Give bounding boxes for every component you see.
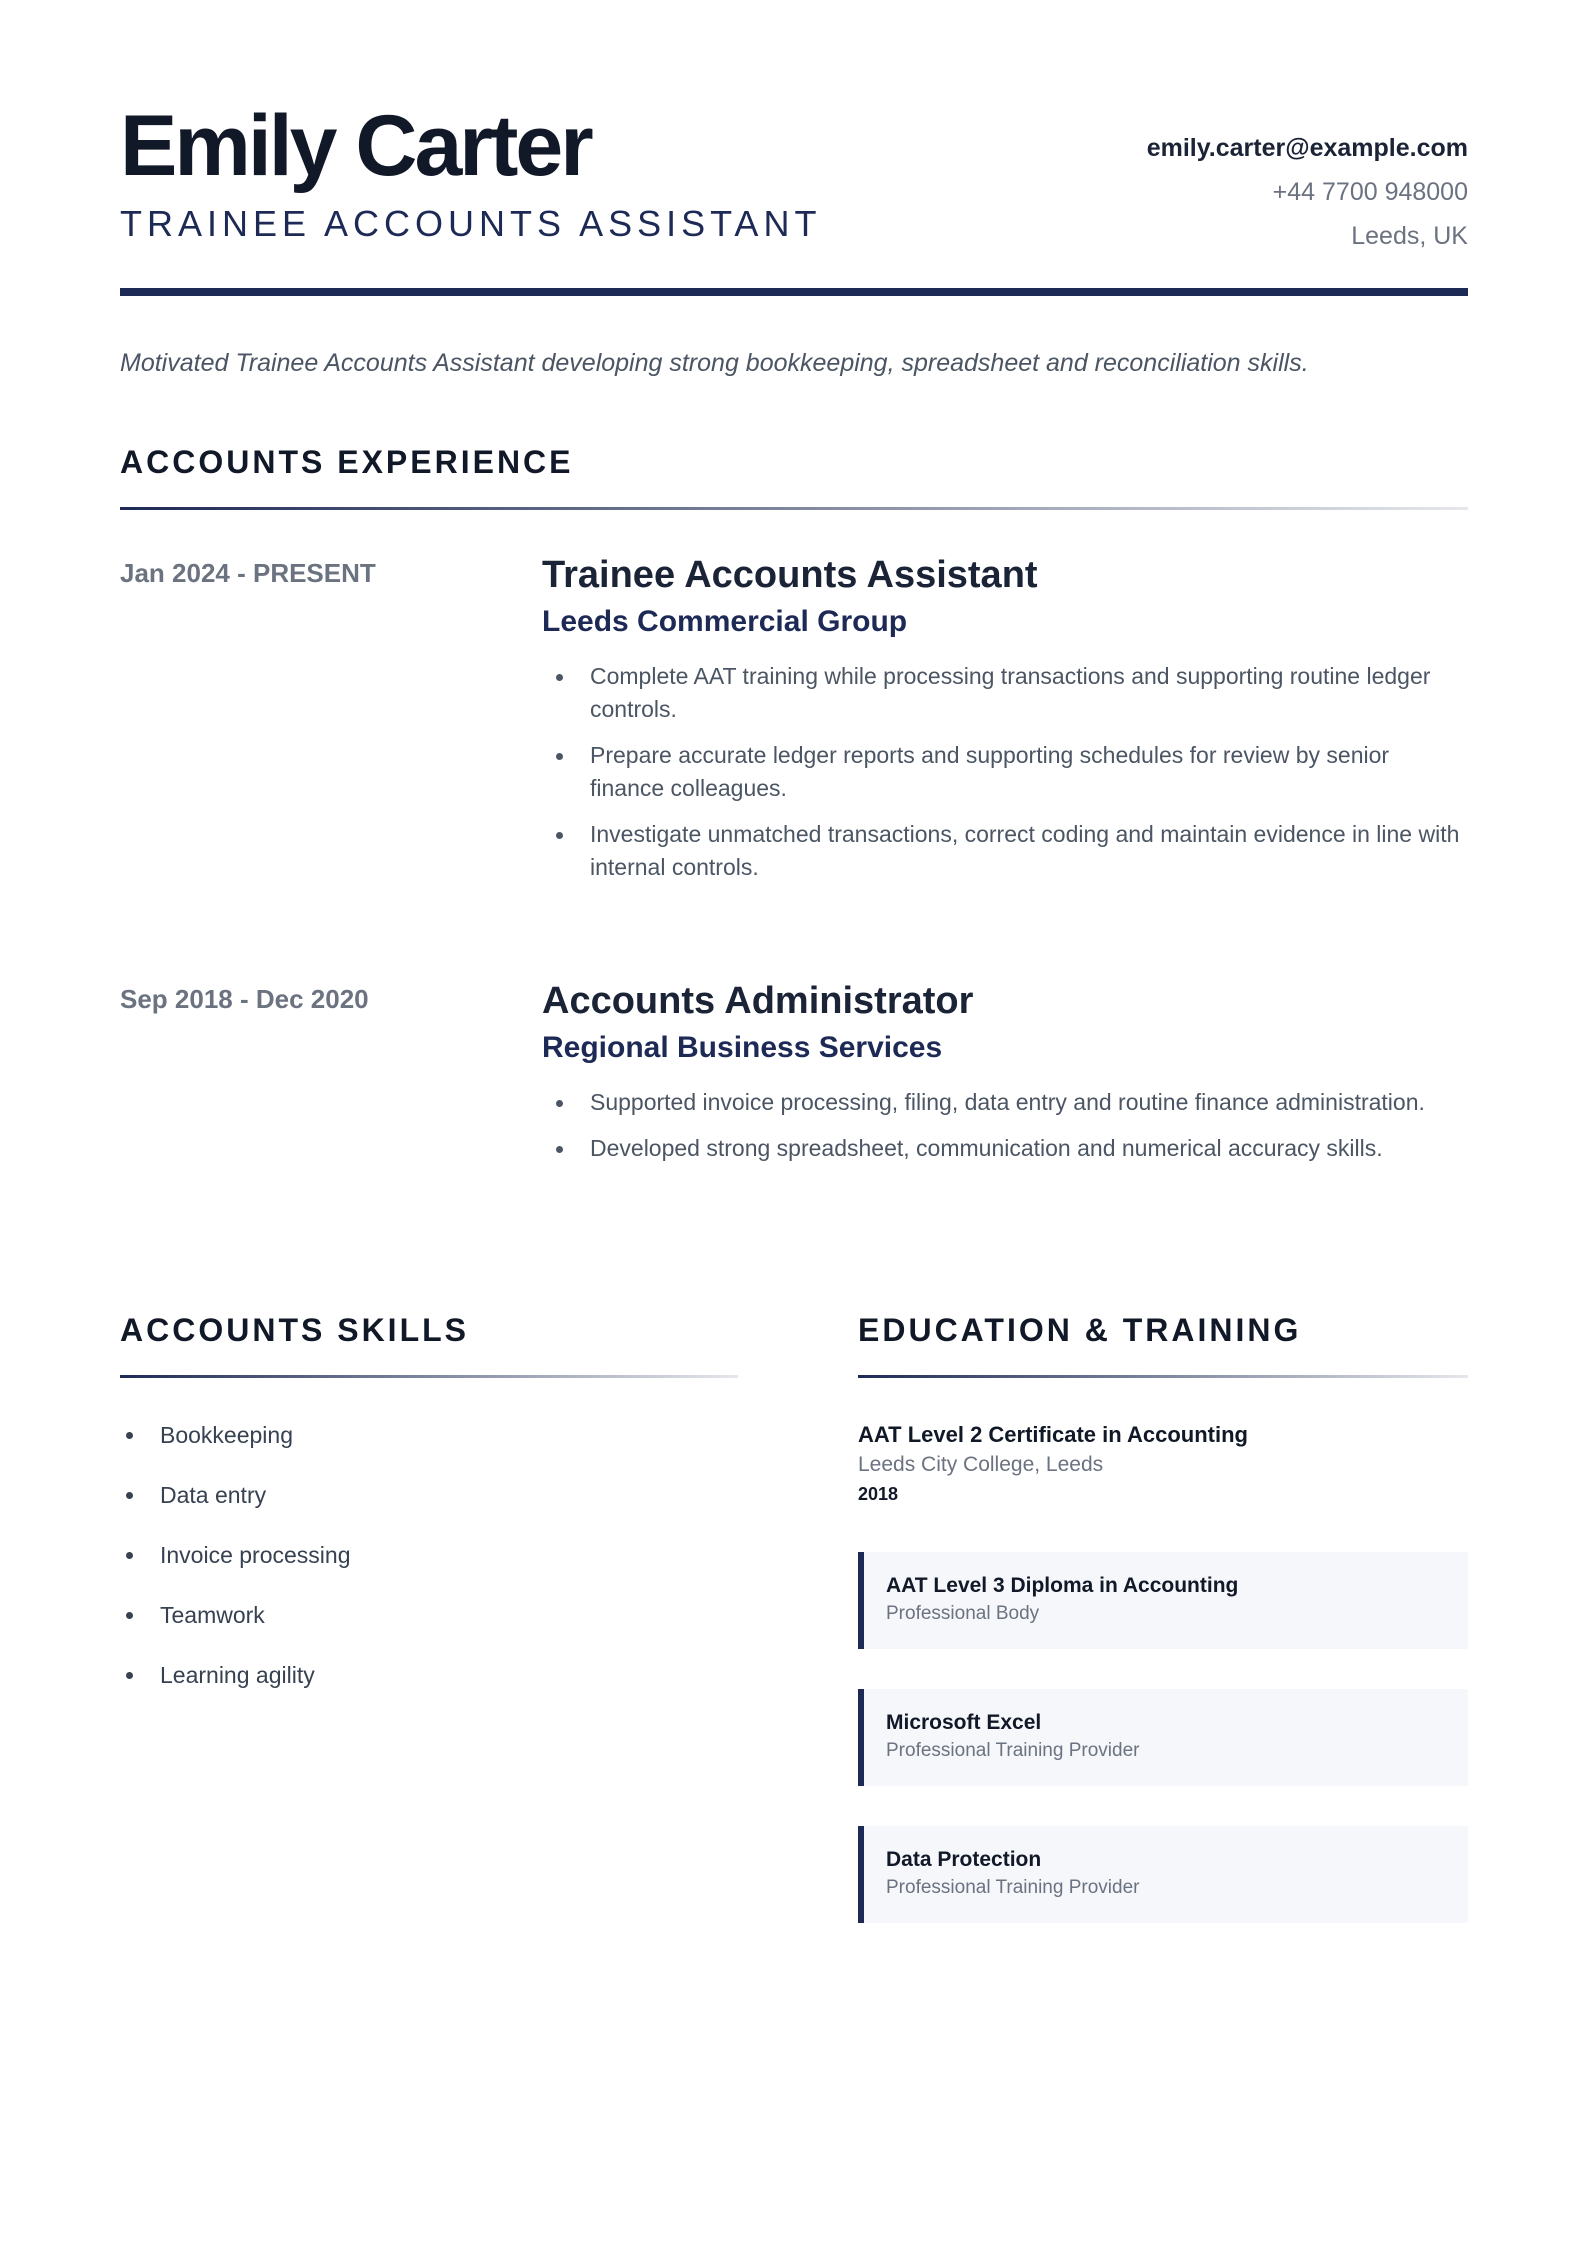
certification-card (858, 1689, 1468, 1786)
job-bullet: Supported invoice processing, filing, data entry and routine finance administration. (542, 1086, 1468, 1119)
resume-header (120, 96, 1468, 296)
education-section (858, 1310, 1468, 1923)
profile-summary: Motivated Trainee Accounts Assistant developing strong bookkeeping, spreadsheet and reconciliation skills. (120, 349, 1309, 377)
job-bullet: Prepare accurate ledger reports and supporting schedules for review by senior finance colleagues. (542, 739, 1468, 805)
certification-name: AAT Level 3 Diploma in Accounting (886, 1574, 1239, 1597)
skills-heading: ACCOUNTS SKILLS (120, 1312, 469, 1348)
job-company: Leeds Commercial Group (542, 605, 908, 638)
job-dates: Sep 2018 - Dec 2020 (120, 984, 369, 1014)
header-divider (120, 288, 1468, 296)
certification-issuer: Professional Body (886, 1603, 1040, 1624)
contact-email[interactable]: emily.carter@example.com (1146, 134, 1468, 162)
certification-issuer: Professional Training Provider (886, 1877, 1140, 1898)
education-institution: Leeds City College, Leeds (858, 1453, 1104, 1476)
skill-item: Data entry (120, 1480, 738, 1510)
job-bullets (542, 660, 1468, 884)
skills-list (120, 1420, 738, 1690)
job-bullet: Complete AAT training while processing transactions and supporting routine ledger controls. (542, 660, 1468, 726)
skill-item: Learning agility (120, 1660, 738, 1690)
contact-phone: +44 7700 948000 (1272, 178, 1468, 206)
certification-name: Microsoft Excel (886, 1711, 1042, 1734)
skill-item: Bookkeeping (120, 1420, 738, 1450)
education-qualification: AAT Level 2 Certificate in Accounting (858, 1422, 1248, 1447)
education-year: 2018 (858, 1484, 899, 1504)
job-bullet: Investigate unmatched transactions, correct coding and maintain evidence in line with internal controls. (542, 818, 1468, 884)
experience-heading: ACCOUNTS EXPERIENCE (120, 444, 574, 480)
job-dates: Jan 2024 - PRESENT (120, 558, 376, 588)
job-bullet: Developed strong spreadsheet, communication and numerical accuracy skills. (542, 1132, 1468, 1165)
contact-location: Leeds, UK (1351, 222, 1468, 250)
certification-issuer: Professional Training Provider (886, 1740, 1140, 1761)
certification-name: Data Protection (886, 1848, 1042, 1871)
job-title: Trainee Accounts Assistant (542, 554, 1038, 596)
experience-divider (120, 507, 1468, 510)
job-bullets (542, 1086, 1468, 1165)
skill-item: Invoice processing (120, 1540, 738, 1570)
skills-section (120, 1310, 738, 1720)
job-title: Accounts Administrator (542, 980, 974, 1022)
certification-card (858, 1552, 1468, 1649)
education-entry (858, 1420, 1468, 1508)
certification-card (858, 1826, 1468, 1923)
candidate-role: TRAINEE ACCOUNTS ASSISTANT (120, 203, 822, 244)
education-heading: EDUCATION & TRAINING (858, 1312, 1302, 1348)
job-details (542, 978, 1468, 1178)
contact-block (1147, 126, 1468, 258)
skills-divider (120, 1375, 738, 1378)
skill-item: Teamwork (120, 1600, 738, 1630)
job-company: Regional Business Services (542, 1031, 943, 1064)
candidate-name: Emily Carter (120, 98, 591, 194)
education-divider (858, 1375, 1468, 1378)
job-details (542, 552, 1468, 897)
